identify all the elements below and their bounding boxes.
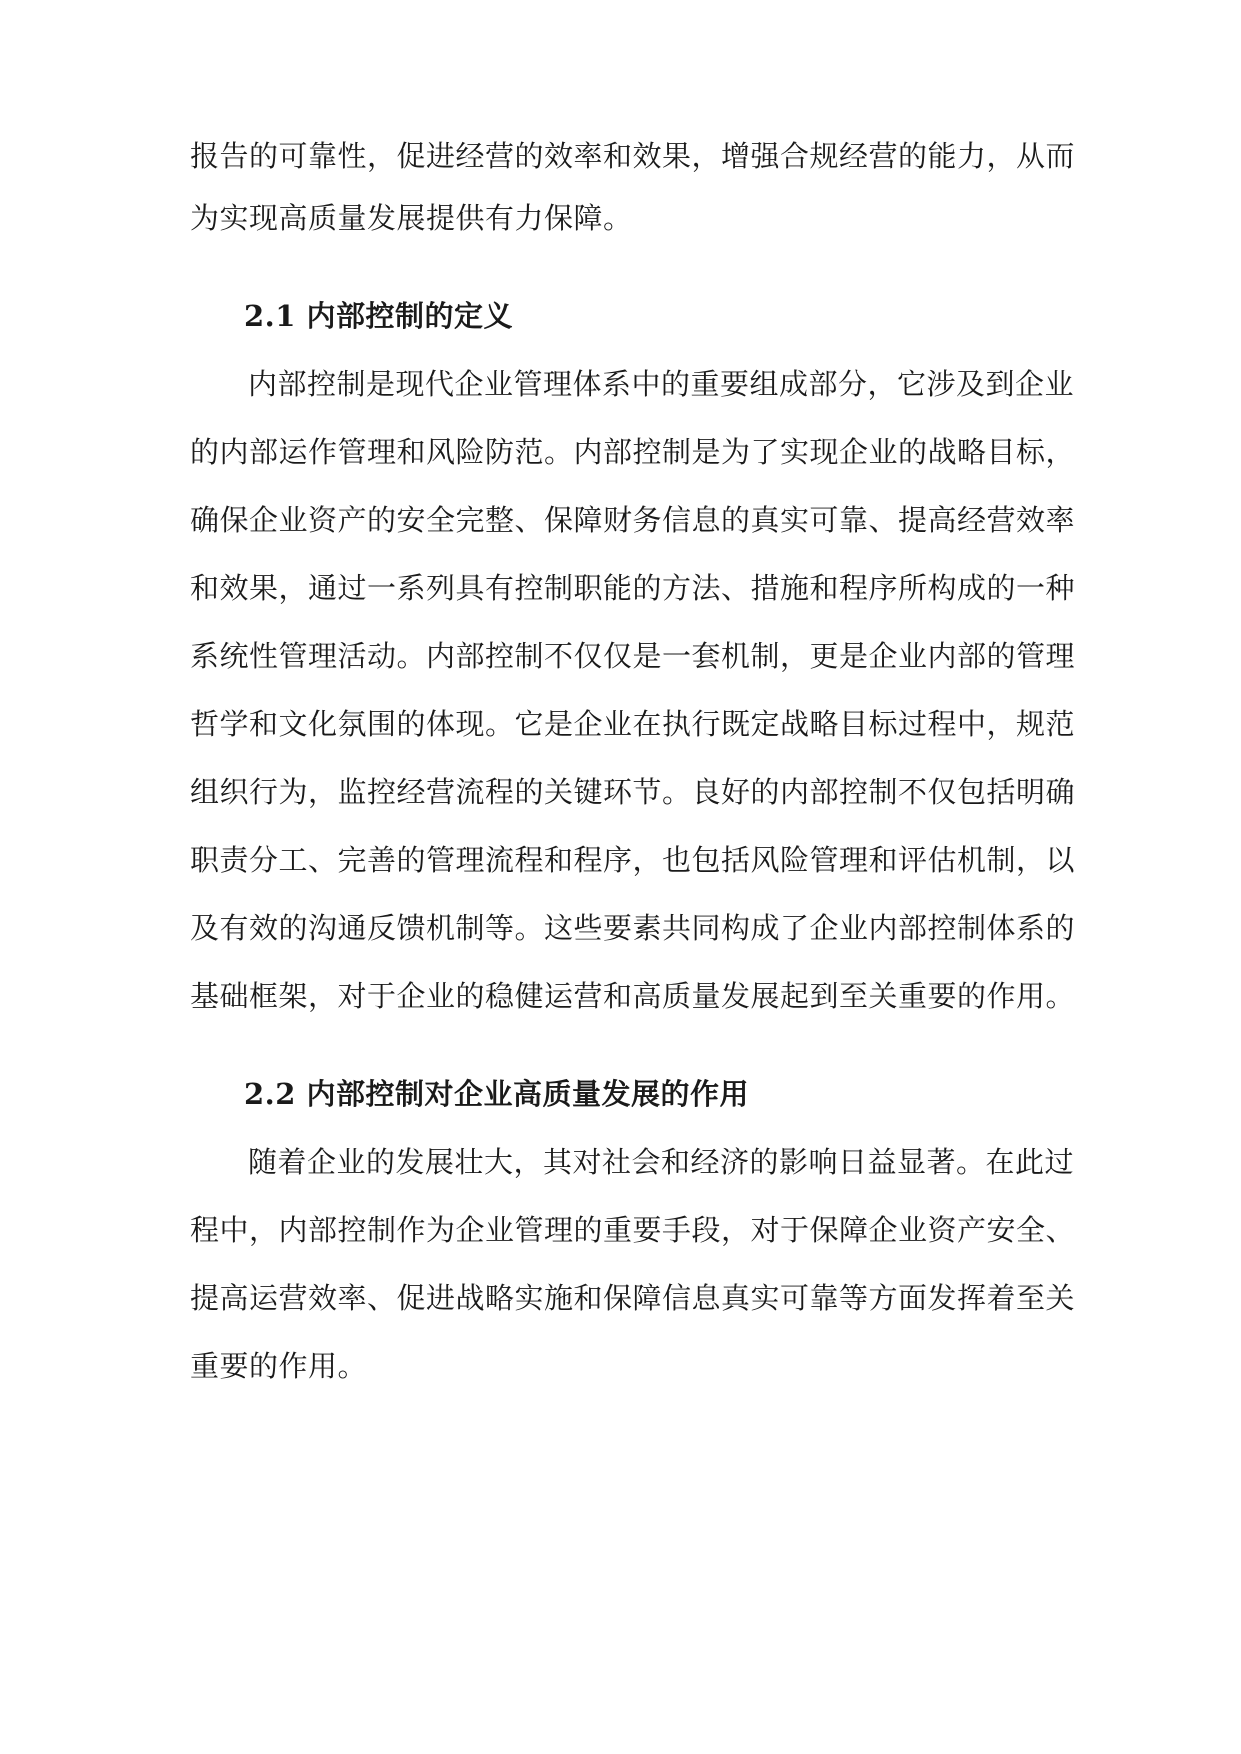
paragraph-line: 提高运营效率、促进战略实施和保障信息真实可靠等方面发挥着至关 xyxy=(190,1281,1076,1315)
paragraph-line: 为实现高质量发展提供有力保障。 xyxy=(190,201,633,235)
paragraph-line: 程中，内部控制作为企业管理的重要手段，对于保障企业资产安全、 xyxy=(190,1213,1076,1247)
paragraph-line: 内部控制是现代企业管理体系中的重要组成部分，它涉及到企业 xyxy=(248,367,1075,401)
paragraph-line: 重要的作用。 xyxy=(190,1349,368,1383)
section-heading-2-1: 2.1 内部控制的定义 xyxy=(244,299,514,333)
paragraph-line: 随着企业的发展壮大，其对社会和经济的影响日益显著。在此过 xyxy=(248,1145,1075,1179)
paragraph-line: 职责分工、完善的管理流程和程序，也包括风险管理和评估机制，以 xyxy=(190,843,1076,877)
paragraph-line: 报告的可靠性，促进经营的效率和效果，增强合规经营的能力，从而 xyxy=(190,139,1076,173)
paragraph-line: 哲学和文化氛围的体现。它是企业在执行既定战略目标过程中，规范 xyxy=(190,707,1076,741)
section-heading-2-2: 2.2 内部控制对企业高质量发展的作用 xyxy=(244,1077,750,1111)
paragraph-line: 及有效的沟通反馈机制等。这些要素共同构成了企业内部控制体系的 xyxy=(190,911,1076,945)
paragraph-line: 系统性管理活动。内部控制不仅仅是一套机制，更是企业内部的管理 xyxy=(190,639,1076,673)
paragraph-line: 组织行为，监控经营流程的关键环节。良好的内部控制不仅包括明确 xyxy=(190,775,1076,809)
paragraph-line: 确保企业资产的安全完整、保障财务信息的真实可靠、提高经营效率 xyxy=(190,503,1076,537)
paragraph-line: 基础框架，对于企业的稳健运营和高质量发展起到至关重要的作用。 xyxy=(190,979,1076,1013)
paragraph-line: 的内部运作管理和风险防范。内部控制是为了实现企业的战略目标， xyxy=(190,435,1076,469)
paragraph-line: 和效果，通过一系列具有控制职能的方法、措施和程序所构成的一种 xyxy=(190,571,1076,605)
